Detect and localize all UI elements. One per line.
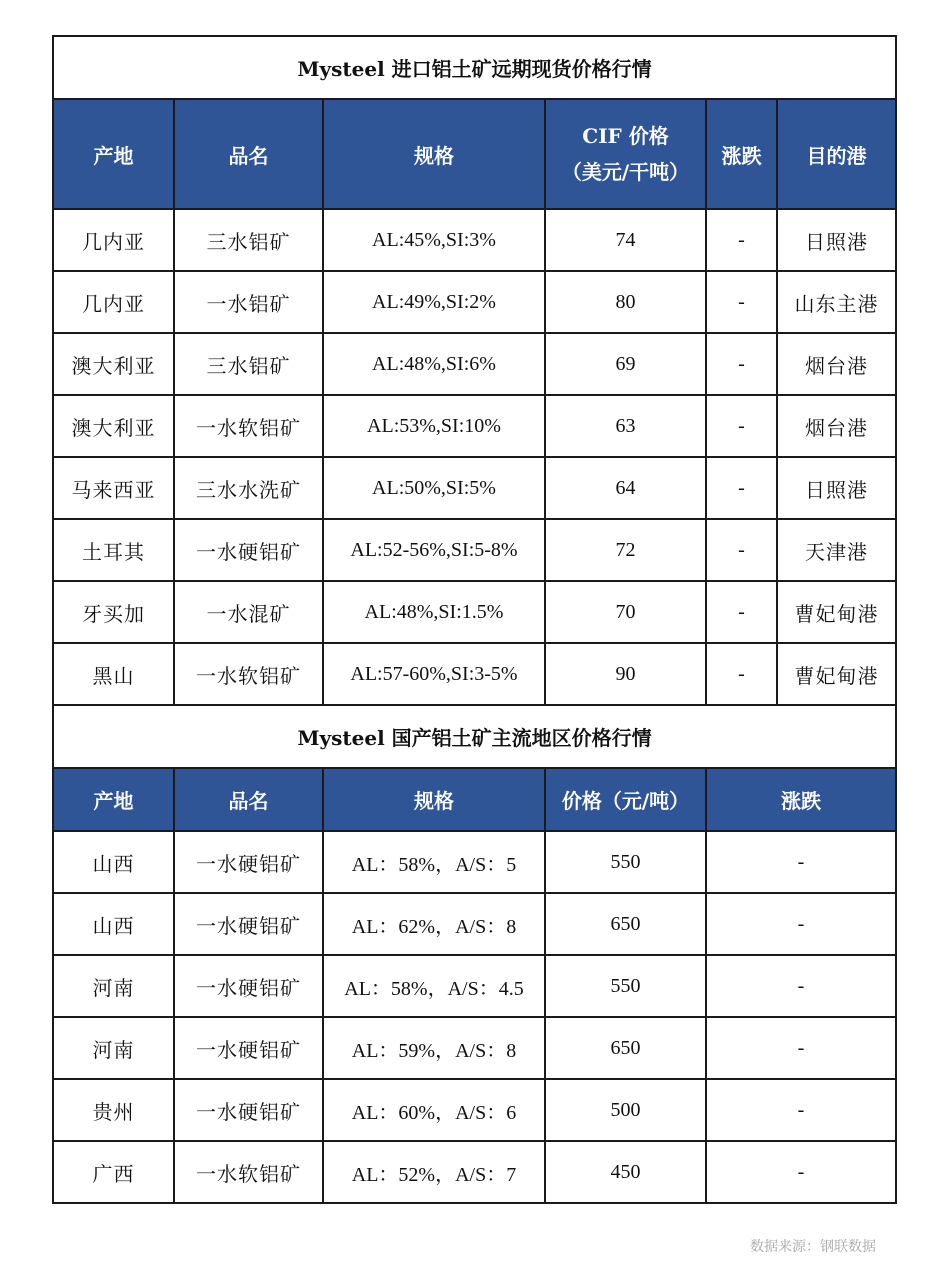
cell-spec: AL:57-60%,SI:3-5% (323, 643, 545, 705)
cell-spec: AL：62%，A/S：8 (323, 893, 545, 955)
cell-price: 80 (545, 271, 706, 333)
cell-port: 烟台港 (777, 333, 896, 395)
table-row (53, 1017, 896, 1079)
cell-product: 一水硬铝矿 (174, 1079, 323, 1141)
cell-origin: 澳大利亚 (53, 395, 174, 457)
cell-port: 烟台港 (777, 395, 896, 457)
header-cif-price (545, 99, 706, 209)
cell-product: 一水铝矿 (174, 271, 323, 333)
cell-price: 69 (545, 333, 706, 395)
price-table (52, 35, 897, 1204)
table-row (53, 271, 896, 333)
cell-change: - (706, 581, 777, 643)
cell-product: 一水硬铝矿 (174, 955, 323, 1017)
cell-spec: AL：59%，A/S：8 (323, 1017, 545, 1079)
table-row (53, 209, 896, 271)
header-spec: 规格 (323, 99, 545, 209)
cell-product: 一水硬铝矿 (174, 519, 323, 581)
cell-price: 63 (545, 395, 706, 457)
cell-price: 550 (545, 955, 706, 1017)
cell-spec: AL：58%，A/S：5 (323, 831, 545, 893)
cell-price: 74 (545, 209, 706, 271)
import-table-title: Mysteel 进口铝土矿远期现货价格行情 (53, 36, 896, 99)
cell-price: 650 (545, 1017, 706, 1079)
cell-origin: 澳大利亚 (53, 333, 174, 395)
cell-origin: 山西 (53, 831, 174, 893)
cell-origin: 黑山 (53, 643, 174, 705)
price-report (52, 35, 895, 1204)
cell-port: 曹妃甸港 (777, 643, 896, 705)
data-source-note: 数据来源：钢联数据 (750, 1239, 876, 1255)
table-row (53, 333, 896, 395)
table-row (53, 395, 896, 457)
header-port: 目的港 (777, 99, 896, 209)
cell-port: 天津港 (777, 519, 896, 581)
cell-spec: AL:50%,SI:5% (323, 457, 545, 519)
cell-change: - (706, 395, 777, 457)
cell-product: 一水硬铝矿 (174, 1017, 323, 1079)
cell-change: - (706, 955, 896, 1017)
cell-change: - (706, 893, 896, 955)
cell-price: 90 (545, 643, 706, 705)
cell-origin: 几内亚 (53, 271, 174, 333)
cell-change: - (706, 457, 777, 519)
cell-spec: AL:52-56%,SI:5-8% (323, 519, 545, 581)
table-row (53, 831, 896, 893)
cell-origin: 马来西亚 (53, 457, 174, 519)
cell-change: - (706, 209, 777, 271)
cell-change: - (706, 1141, 896, 1203)
table-row (53, 955, 896, 1017)
table-row (53, 893, 896, 955)
cell-port: 日照港 (777, 209, 896, 271)
cell-port: 曹妃甸港 (777, 581, 896, 643)
header-origin: 产地 (53, 768, 174, 831)
cell-origin: 河南 (53, 955, 174, 1017)
cell-product: 一水软铝矿 (174, 643, 323, 705)
cell-price: 72 (545, 519, 706, 581)
cell-origin: 山西 (53, 893, 174, 955)
cell-origin: 贵州 (53, 1079, 174, 1141)
cell-product: 三水水洗矿 (174, 457, 323, 519)
table-row (53, 643, 896, 705)
header-change: 涨跌 (706, 99, 777, 209)
header-product: 品名 (174, 768, 323, 831)
table-row (53, 1079, 896, 1141)
cell-spec: AL:53%,SI:10% (323, 395, 545, 457)
cell-spec: AL：52%，A/S：7 (323, 1141, 545, 1203)
header-cif-price-line1: CIF 价格 (582, 124, 669, 148)
table-row (53, 1141, 896, 1203)
cell-product: 一水软铝矿 (174, 395, 323, 457)
cell-change: - (706, 1017, 896, 1079)
cell-price: 450 (545, 1141, 706, 1203)
cell-port: 山东主港 (777, 271, 896, 333)
table-row (53, 519, 896, 581)
header-spec: 规格 (323, 768, 545, 831)
cell-origin: 河南 (53, 1017, 174, 1079)
cell-product: 一水软铝矿 (174, 1141, 323, 1203)
cell-product: 一水混矿 (174, 581, 323, 643)
header-product: 品名 (174, 99, 323, 209)
cell-change: - (706, 831, 896, 893)
cell-product: 一水硬铝矿 (174, 831, 323, 893)
cell-change: - (706, 643, 777, 705)
cell-origin: 牙买加 (53, 581, 174, 643)
header-origin: 产地 (53, 99, 174, 209)
cell-origin: 土耳其 (53, 519, 174, 581)
cell-spec: AL：60%，A/S：6 (323, 1079, 545, 1141)
header-cif-price-line2: （美元/干吨） (561, 160, 690, 184)
import-header-row (53, 99, 896, 209)
domestic-table-title: Mysteel 国产铝土矿主流地区价格行情 (53, 705, 896, 768)
cell-change: - (706, 1079, 896, 1141)
cell-port: 日照港 (777, 457, 896, 519)
cell-price: 500 (545, 1079, 706, 1141)
table-row (53, 581, 896, 643)
cell-product: 三水铝矿 (174, 209, 323, 271)
cell-origin: 几内亚 (53, 209, 174, 271)
cell-spec: AL:49%,SI:2% (323, 271, 545, 333)
cell-change: - (706, 271, 777, 333)
cell-origin: 广西 (53, 1141, 174, 1203)
cell-price: 70 (545, 581, 706, 643)
cell-change: - (706, 519, 777, 581)
cell-product: 一水硬铝矿 (174, 893, 323, 955)
cell-spec: AL:48%,SI:6% (323, 333, 545, 395)
cell-price: 650 (545, 893, 706, 955)
cell-spec: AL:45%,SI:3% (323, 209, 545, 271)
cell-spec: AL：58%，A/S：4.5 (323, 955, 545, 1017)
domestic-header-row (53, 768, 896, 831)
cell-change: - (706, 333, 777, 395)
cell-spec: AL:48%,SI:1.5% (323, 581, 545, 643)
cell-price: 64 (545, 457, 706, 519)
table-row (53, 457, 896, 519)
cell-price: 550 (545, 831, 706, 893)
header-change: 涨跌 (706, 768, 896, 831)
header-price: 价格（元/吨） (545, 768, 706, 831)
cell-product: 三水铝矿 (174, 333, 323, 395)
